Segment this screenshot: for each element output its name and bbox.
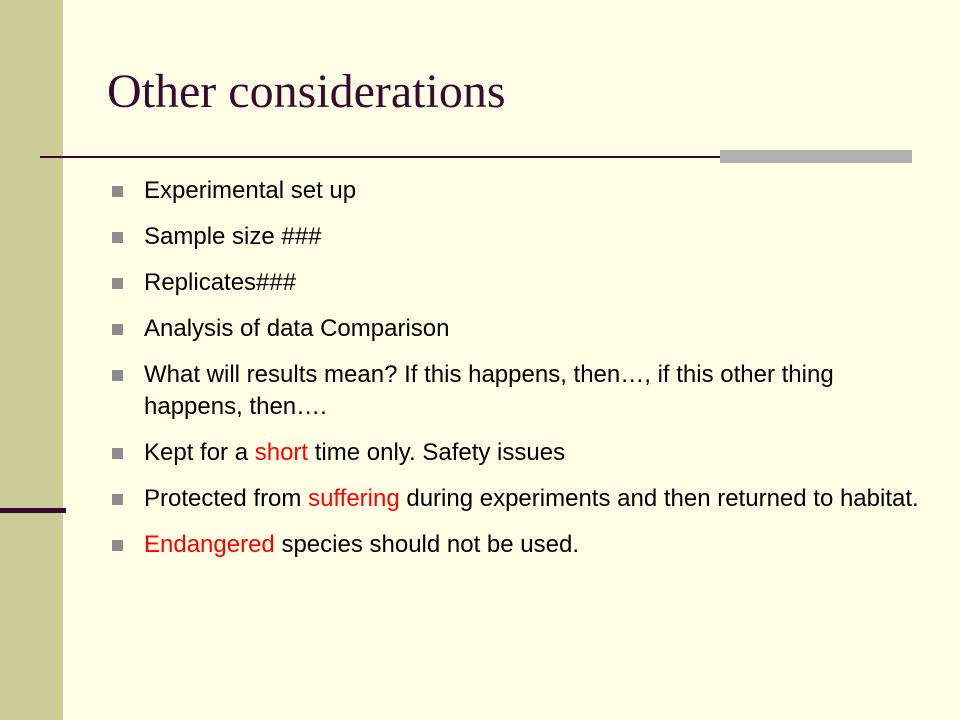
bullet-text: What will results mean? If this happens, then…, if this other thing happens, then….	[144, 361, 834, 420]
bullet-list	[110, 175, 920, 575]
square-bullet-icon	[112, 540, 123, 551]
bullet-text-after: time only. Safety issues	[308, 439, 566, 466]
bullet-text: Experimental set up	[144, 177, 357, 204]
title-underline-accent	[720, 150, 912, 163]
bullet-text: Sample size ###	[144, 223, 322, 250]
bullet-item	[110, 483, 920, 515]
bullet-item	[110, 359, 920, 423]
bullet-item	[110, 437, 920, 469]
left-accent-bar	[0, 508, 66, 513]
left-decorative-band	[0, 0, 63, 720]
bullet-item	[110, 221, 920, 253]
slide-title: Other considerations	[107, 65, 506, 118]
square-bullet-icon	[112, 494, 123, 505]
square-bullet-icon	[112, 232, 123, 243]
bullet-text-before: Kept for a	[144, 439, 255, 466]
square-bullet-icon	[112, 324, 123, 335]
highlighted-word: short	[254, 439, 309, 466]
bullet-item	[110, 175, 920, 207]
bullet-text: Replicates###	[144, 269, 297, 296]
highlighted-word: suffering	[308, 485, 400, 512]
bullet-item	[110, 313, 920, 345]
square-bullet-icon	[112, 186, 123, 197]
highlighted-word: Endangered	[144, 531, 275, 558]
bullet-text-after: during experiments and then returned to habitat.	[399, 485, 919, 512]
square-bullet-icon	[112, 370, 123, 381]
bullet-text-before: Protected from	[144, 485, 309, 512]
square-bullet-icon	[112, 448, 123, 459]
bullet-item	[110, 529, 920, 561]
bullet-item	[110, 267, 920, 299]
square-bullet-icon	[112, 278, 123, 289]
bullet-text-after: species should not be used.	[274, 531, 579, 558]
bullet-text: Analysis of data Comparison	[144, 315, 450, 342]
